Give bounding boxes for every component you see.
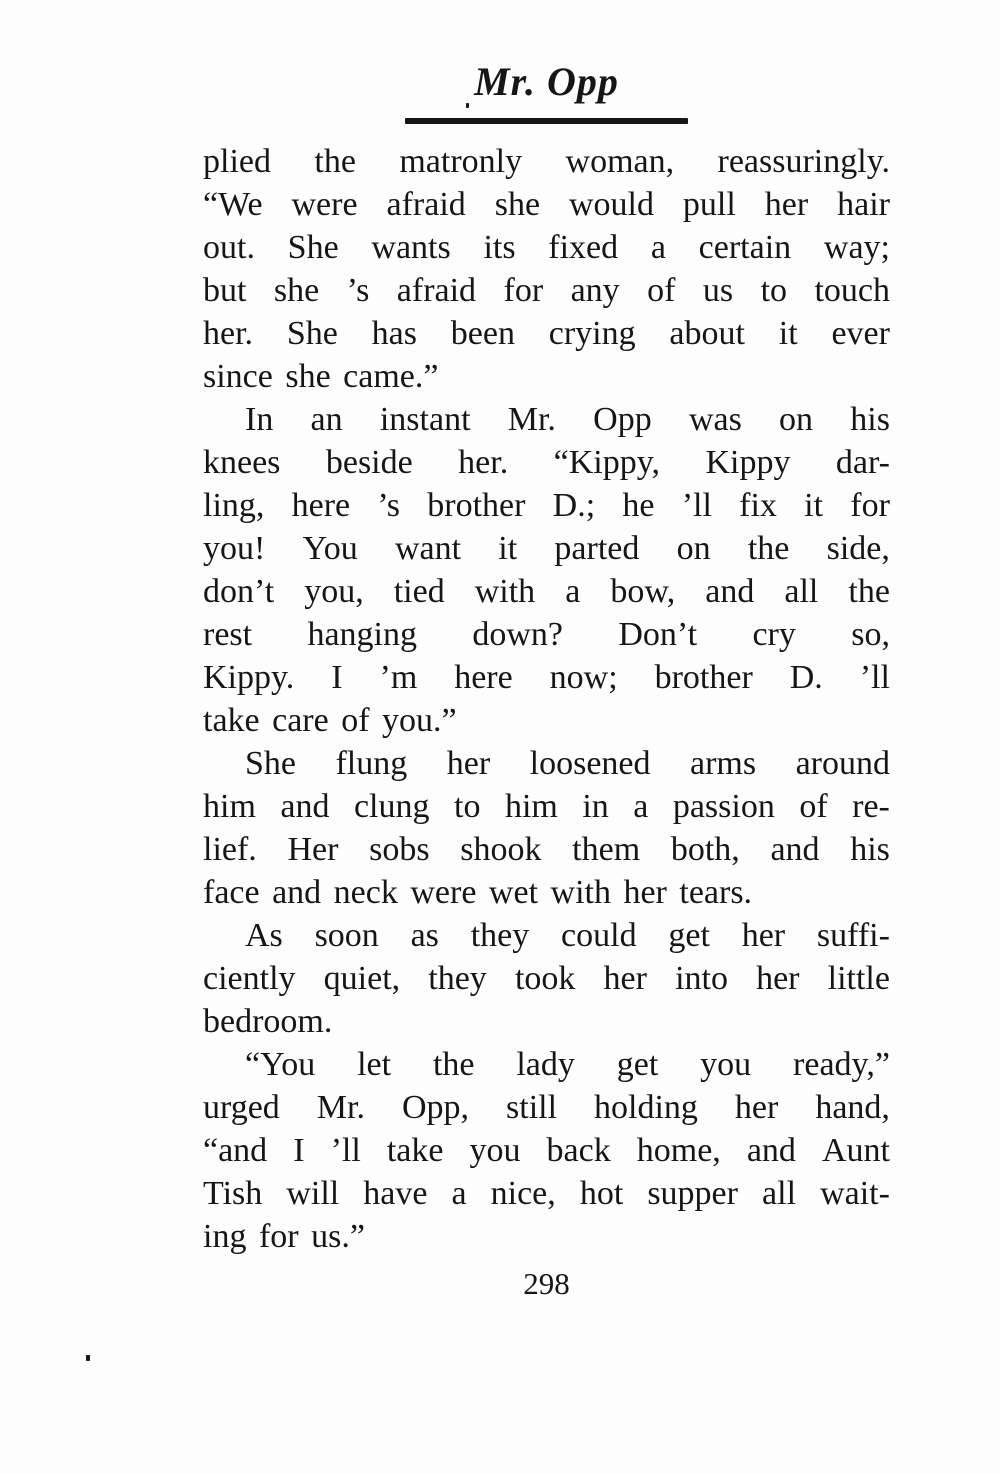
word: the [314,143,356,180]
word: she [273,272,320,309]
word: beside [325,444,413,481]
word: around [795,745,890,782]
page-number: 298 [523,1266,570,1301]
word: an [310,401,343,438]
word: they [428,960,487,997]
word: down? [472,616,564,653]
word: reassuringly. [717,143,890,180]
page-title: Mr. Opp [474,59,619,104]
word: passion [672,788,775,825]
word: afraid [386,186,466,223]
word: ’s [377,487,401,524]
word: loosened [529,745,651,782]
word: ready,” [793,1046,890,1083]
word: sobs [369,831,430,868]
word: take [386,1132,444,1169]
word: Opp [593,401,652,438]
word: get [668,917,710,954]
word: dar- [835,444,890,481]
word: touch [814,272,890,309]
word: to [454,788,481,825]
word: both, [670,831,740,868]
word: wait- [820,1175,890,1212]
word: hot [579,1175,624,1212]
word: hair [837,186,890,223]
word: to [760,272,788,309]
word: on [779,401,814,438]
word: took [514,960,576,997]
word: woman, [565,143,675,180]
word: for [850,487,890,524]
text-line [203,613,890,656]
word: with [474,573,536,610]
word: all [784,573,819,610]
word: her [603,960,647,997]
word: in [582,788,609,825]
title-rule [405,118,688,124]
text-line [203,914,890,957]
word: clung [353,788,430,825]
text-line [203,269,890,312]
word: ’m [379,659,418,696]
word: quiet, [323,960,401,997]
text-line: ing for us.” [203,1218,365,1255]
word: a [451,1175,467,1212]
word: nice, [490,1175,556,1212]
word: As [245,917,283,954]
text-line: bedroom. [203,1003,333,1040]
text-line [203,656,890,699]
word: lady [516,1046,575,1083]
word: get [616,1046,659,1083]
word: into [675,960,728,997]
word: them [572,831,641,868]
word: us [702,272,734,309]
word: certain [698,229,792,266]
word: “You [245,1046,316,1083]
word: Aunt [821,1132,890,1169]
word: her [741,917,786,954]
word: want [394,530,462,567]
word: been [450,315,515,352]
word: Opp, [401,1089,470,1126]
word: rest [203,616,253,653]
word: “Kippy, [553,444,661,481]
word: re- [852,788,890,825]
word: plied [203,143,271,180]
word: fix [739,487,777,524]
word: bow, [610,573,676,610]
text-line [203,183,890,226]
word: D. [789,659,823,696]
word: now; [549,659,618,696]
word: supper [647,1175,738,1212]
text-line [203,140,890,183]
text-line [203,742,890,785]
text-line [203,1086,890,1129]
word: his [850,401,890,438]
word: could [561,917,637,954]
word: and [770,831,820,868]
word: pull [682,186,736,223]
word: and [280,788,330,825]
word: Mr. [316,1089,365,1126]
word: You [302,530,358,567]
word: the [432,1046,475,1083]
text-line [203,527,890,570]
word: brother [427,487,526,524]
word: it [804,487,824,524]
word: don’t [203,573,275,610]
word: and [705,573,755,610]
word: her [446,745,491,782]
word: of [799,788,828,825]
word: She [287,229,339,266]
word: fixed [548,229,619,266]
word: for [503,272,544,309]
word: ’ll [330,1132,361,1169]
text-line [203,441,890,484]
word: lief. [203,831,257,868]
word: way; [823,229,890,266]
word: her [764,186,809,223]
word: but [203,272,247,309]
word: she [494,186,541,223]
text-line [203,570,890,613]
word: In [245,401,274,438]
word: you [700,1046,752,1083]
word: you! [203,530,266,567]
word: his [850,831,890,868]
word: so, [851,616,890,653]
word: Tish [203,1175,263,1212]
word: about [669,315,745,352]
word: a [633,788,649,825]
word: ever [831,315,890,352]
word: and [746,1132,796,1169]
word: her [756,960,800,997]
text-line [203,1129,890,1172]
text-line [203,828,890,871]
word: matronly [399,143,523,180]
word: her. [203,315,254,352]
word: afraid [396,272,477,309]
word: he [622,487,655,524]
word: urged [203,1089,280,1126]
word: you [469,1132,521,1169]
text-line [203,312,890,355]
word: little [827,960,890,997]
text-line: since she came.” [203,358,439,395]
word: I [293,1132,305,1169]
word: were [291,186,358,223]
word: Kippy [705,444,791,481]
word: suffi- [816,917,890,954]
word: Her [287,831,339,868]
text-line [203,1043,890,1086]
word: wants [371,229,451,266]
word: the [848,573,890,610]
word: side, [826,530,890,567]
word: She [245,745,296,782]
word: it [498,530,518,567]
word: hanging [307,616,417,653]
ink-speck [86,1355,90,1361]
word: out. [203,229,255,266]
word: Mr. [507,401,556,438]
word: instant [379,401,471,438]
word: would [568,186,654,223]
word: “We [203,186,263,223]
word: a [650,229,666,266]
word: cry [752,616,796,653]
text-line [203,957,890,1000]
word: Kippy. [203,659,295,696]
word: ciently [203,960,296,997]
word: him [203,788,256,825]
word: back [546,1132,611,1169]
word: arms [690,745,757,782]
word: on [676,530,711,567]
word: here [454,659,513,696]
word: any [570,272,620,309]
word: as [410,917,439,954]
word: home, [636,1132,721,1169]
word: ling, [203,487,265,524]
word: you, [304,573,364,610]
word: soon [314,917,379,954]
word: her. [458,444,509,481]
word: shook [460,831,542,868]
word: flung [335,745,408,782]
word: was [688,401,742,438]
word: still [506,1089,558,1126]
text-line [203,484,890,527]
word: ’ll [681,487,712,524]
word: they [470,917,530,954]
word: parted [554,530,640,567]
text-line: take care of you.” [203,702,457,739]
word: D.; [552,487,596,524]
text-line [203,785,890,828]
word: brother [654,659,753,696]
word: hand, [815,1089,890,1126]
word: holding [594,1089,698,1126]
word: let [357,1046,392,1083]
word: has [371,315,417,352]
word: her [734,1089,779,1126]
word: of [647,272,676,309]
word: tied [393,573,445,610]
text-line: face and neck were wet with her tears. [203,874,753,911]
word: “and [203,1132,268,1169]
text-block [203,140,890,1258]
word: ’ll [859,659,890,696]
word: here [291,487,351,524]
word: it [778,315,798,352]
word: Don’t [618,616,698,653]
word: its [483,229,516,266]
text-line [203,226,890,269]
word: have [363,1175,428,1212]
word: will [286,1175,340,1212]
word: crying [548,315,636,352]
text-line [203,1172,890,1215]
word: the [747,530,790,567]
word: I [331,659,343,696]
word: She [286,315,338,352]
word: knees [203,444,281,481]
word: ’s [346,272,370,309]
word: all [762,1175,797,1212]
text-line [203,398,890,441]
ink-speck [466,103,469,108]
word: him [504,788,558,825]
word: a [565,573,581,610]
